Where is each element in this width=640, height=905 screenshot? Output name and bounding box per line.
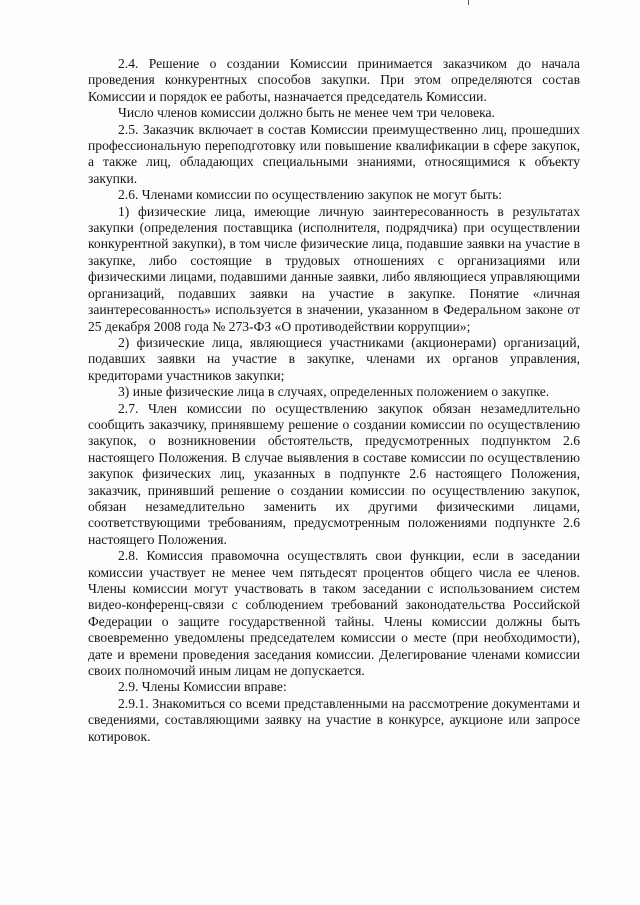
paragraph-2-6-item-1: 1) физические лица, имеющие личную заинтересованность в результатах закупки (определения поставщика (исполнителя, подрядчика) при осуществлении конкурентной закупки), в том числе физические лица, подавшие заявки на участие в закупке, либо состоящие в трудовых отношениях с организациями или физическими лицами, подавшими данные заявки, либо являющиеся управляющими организаций, подавших заявки на участие в закупке. Понятие «личная заинтересованность» используется в значении, указанном в Федеральном законе от 25 декабря 2008 года № 273-ФЗ «О противодействии коррупции»;	[88, 203, 580, 334]
paragraph-2-6-item-3: 3) иные физические лица в случаях, определенных положением о закупке.	[118, 384, 550, 400]
paragraph-2-5: 2.5. Заказчик включает в состав Комиссии преимущественно лиц, прошедших профессиональную переподготовку или повышение квалификации в сфере закупок, а также лиц, обладающих специальными знаниями, относящимися к объекту закупки.	[88, 121, 580, 186]
paragraph-2-9-1: 2.9.1. Знакомиться со всеми представленными на рассмотрение документами и сведениями, составляющими заявку на участие в конкурсе, аукционе или запросе котировок.	[88, 695, 580, 744]
paragraph-2-6: 2.6. Членами комиссии по осуществлению закупок не могут быть:	[118, 187, 503, 203]
scan-mark	[468, 0, 469, 5]
paragraph-2-9: 2.9. Члены Комиссии вправе:	[118, 679, 287, 695]
paragraph-members-count: Число членов комиссии должно быть не менее чем три человека.	[118, 105, 495, 121]
paragraph-2-6-item-2: 2) физические лица, являющиеся участниками (акционерами) организаций, подавших заявки на участие в закупке, членами их органов управления, кредиторами участников закупки;	[88, 334, 580, 383]
paragraph-2-4: 2.4. Решение о создании Комиссии принимается заказчиком до начала проведения конкурентных способов закупки. При этом определяются состав Комиссии и порядок ее работы, назначается председатель Комиссии.	[88, 56, 580, 104]
paragraph-2-8: 2.8. Комиссия правомочна осуществлять свои функции, если в заседании комиссии участвует не менее чем пятьдесят процентов общего числа ее членов. Члены комиссии могут участвовать в таком заседании с использованием систем видео-конференц-связи с соблюдением требований законодательства Российской Федерации о защите государственной тайны. Члены комиссии должны быть своевременно уведомлены председателем комиссии о месте (при необходимости), дате и времени проведения заседания комиссии. Делегирование членами комиссии своих полномочий иным лицам не допускается.	[88, 548, 580, 679]
paragraph-2-7: 2.7. Член комиссии по осуществлению закупок обязан незамедлительно сообщить заказчику, принявшему решение о создании комиссии по осуществлению закупок, о возникновении обстоятельств, предусмотренных подпунктом 2.6 настоящего Положения. В случае выявления в составе комиссии по осуществлению закупок физических лиц, указанных в подпункте 2.6 настоящего Положения, заказчик, принявший решение о создании комиссии по осуществлению закупок, обязан незамедлительно заменить их другими физическими лицами, соответствующими требованиям, предусмотренным положениями подпункте 2.6 настоящего Положения.	[88, 400, 580, 547]
